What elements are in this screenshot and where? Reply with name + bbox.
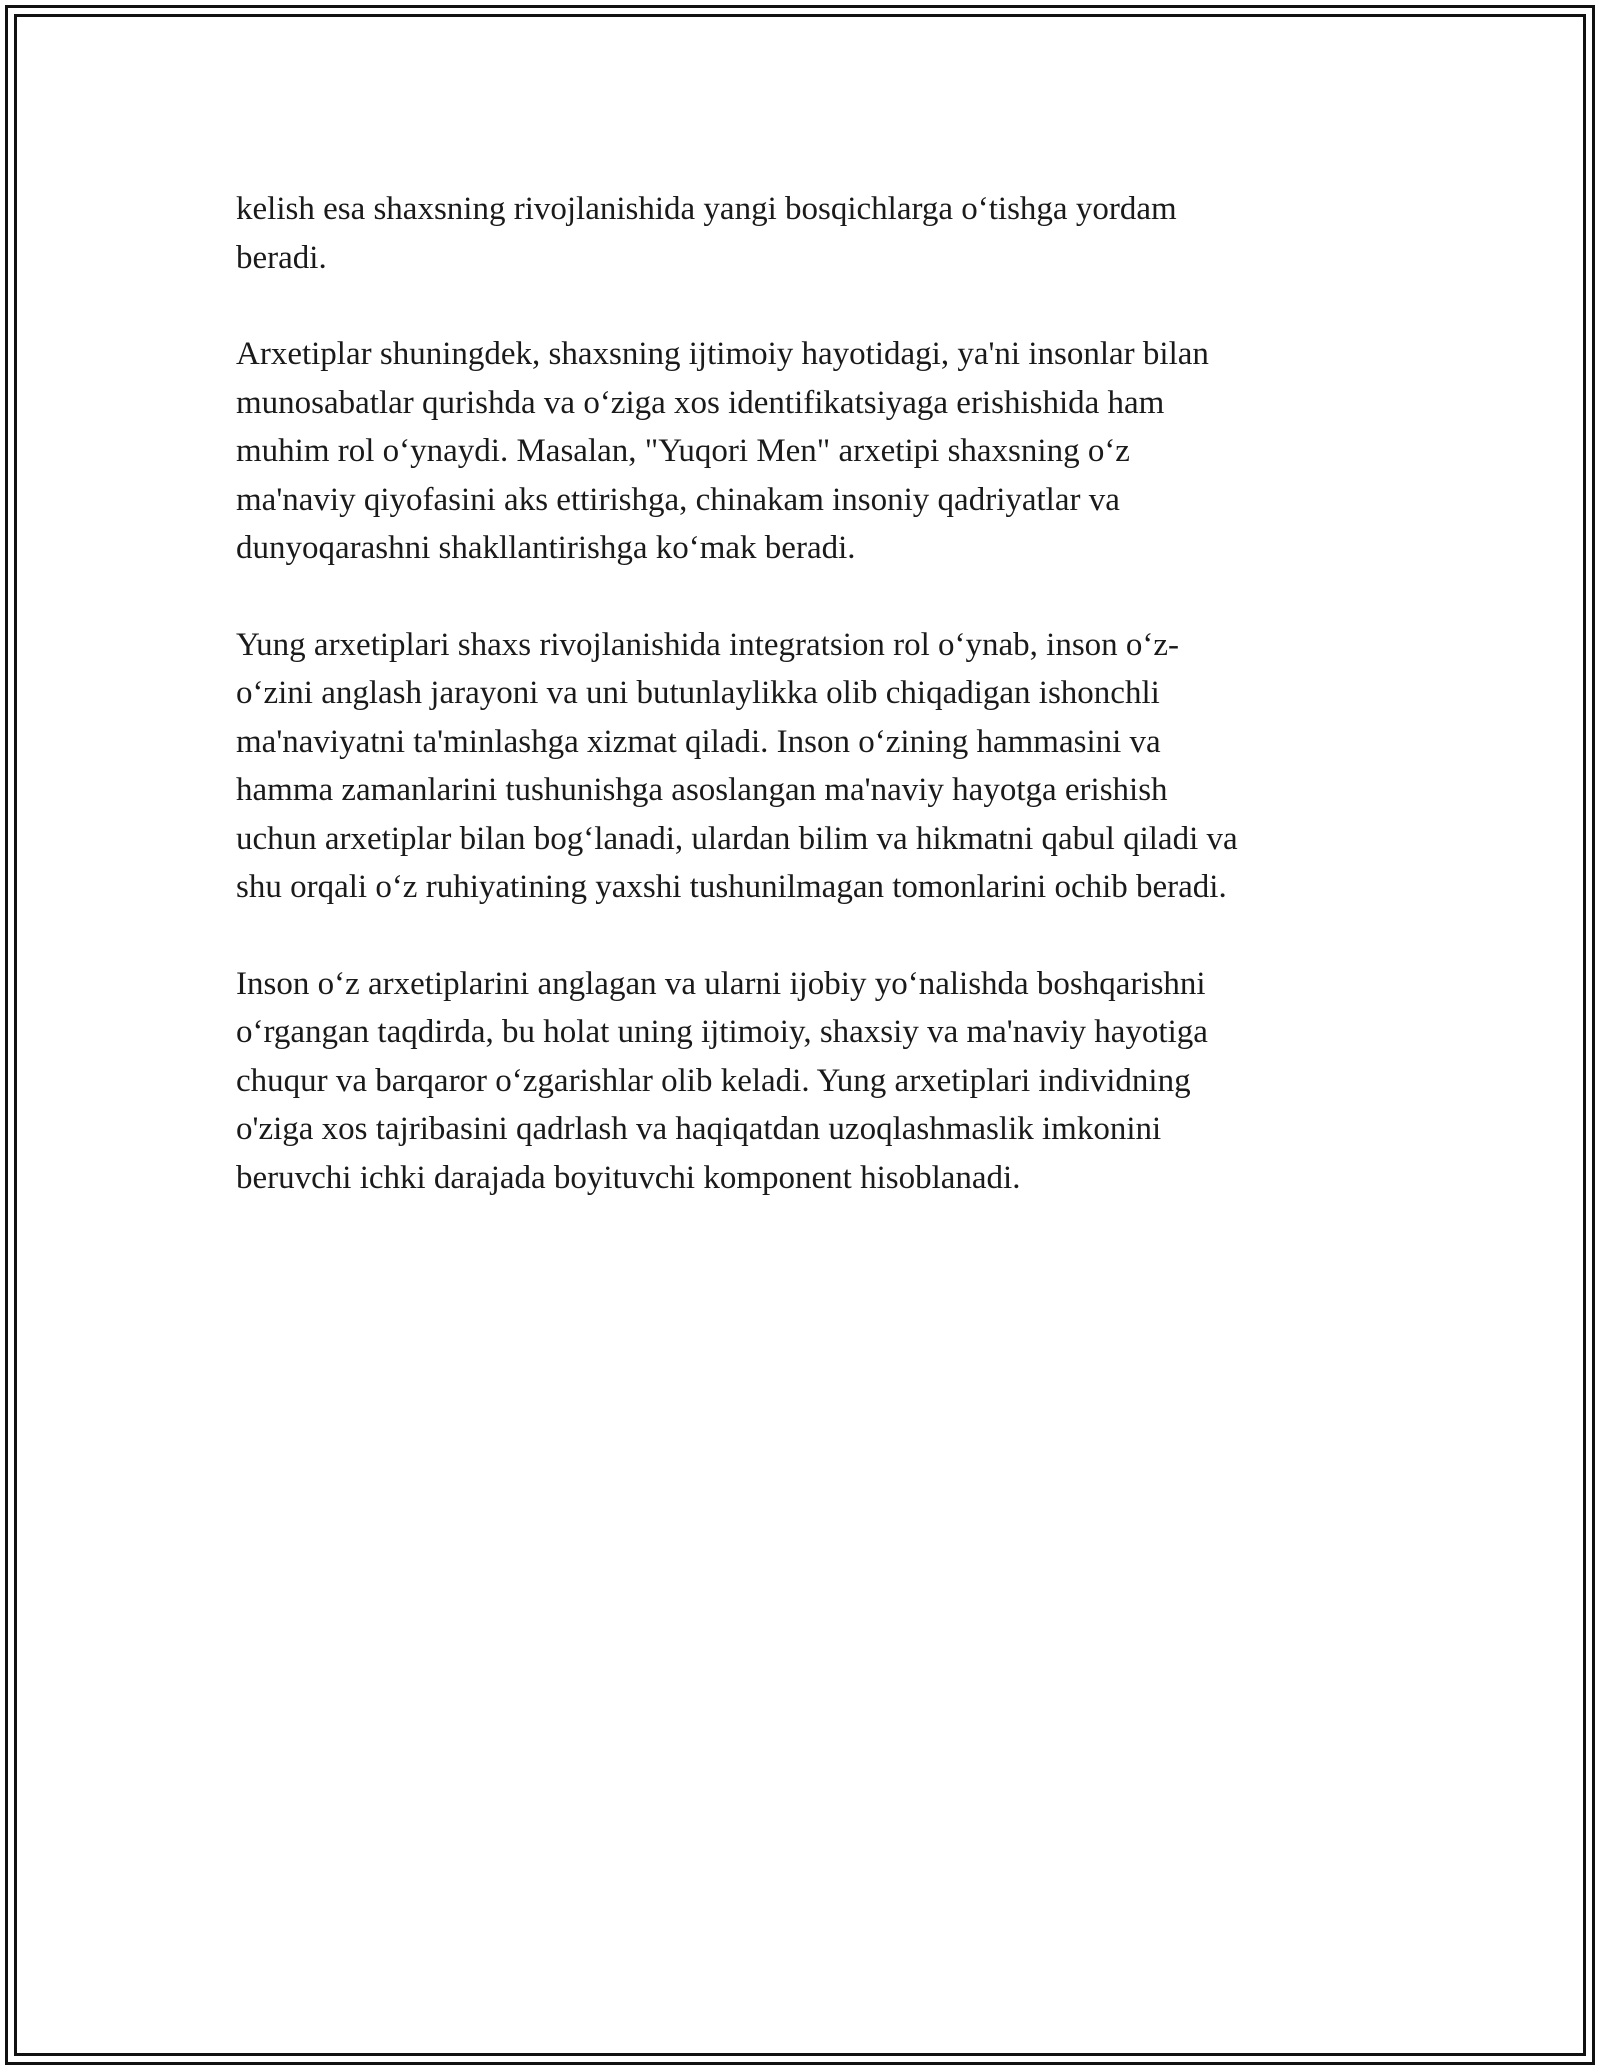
text-line: o'ziga xos tajribasini qadrlash va haqiqatdan uzoqlashmaslik imkonini — [236, 1111, 1162, 1147]
paragraph — [236, 621, 1366, 912]
text-line: kelish esa shaxsning rivojlanishida yangi bosqichlarga o‘tishga yordam — [236, 191, 1177, 227]
text-line: Inson o‘z arxetiplarini anglagan va ularni ijobiy yo‘nalishda boshqarishni — [236, 965, 1206, 1002]
text-line: ma'naviy qiyofasini aks ettirishga, chinakam insoniy qadriyatlar va — [236, 481, 1120, 518]
text-line: hamma zamanlarini tushunishga asoslangan ma'naviy hayotga erishish — [236, 772, 1168, 808]
document-body — [236, 185, 1366, 1250]
text-line: beruvchi ichki darajada boyituvchi komponent hisoblanadi. — [236, 1159, 1021, 1196]
text-line: dunyoqarashni shakllantirishga ko‘mak beradi. — [236, 530, 856, 566]
text-line: chuqur va barqaror o‘zgarishlar olib keladi. Yung arxetiplari individning — [236, 1062, 1191, 1099]
paragraph — [236, 960, 1366, 1203]
text-line: beradi. — [236, 239, 327, 276]
text-line: uchun arxetiplar bilan bog‘lanadi, ulardan bilim va hikmatni qabul qiladi va — [236, 820, 1238, 857]
text-line: Yung arxetiplari shaxs rivojlanishida integratsion rol o‘ynab, inson o‘z- — [236, 626, 1180, 663]
text-line: muhim rol o‘ynaydi. Masalan, "Yuqori Men" arxetipi shaxsning o‘z — [236, 433, 1130, 469]
text-line: o‘rgangan taqdirda, bu holat uning ijtimoiy, shaxsiy va ma'naviy hayotiga — [236, 1014, 1208, 1050]
text-line: Arxetiplar shuningdek, shaxsning ijtimoiy hayotidagi, ya'ni insonlar bilan — [236, 336, 1209, 372]
text-line: shu orqali o‘z ruhiyatining yaxshi tushunilmagan tomonlarini ochib beradi. — [236, 869, 1227, 905]
paragraph — [236, 330, 1366, 573]
paragraph — [236, 185, 1366, 282]
text-line: munosabatlar qurishda va o‘ziga xos identifikatsiyaga erishishida ham — [236, 384, 1165, 421]
text-line: o‘zini anglash jarayoni va uni butunlaylikka olib chiqadigan ishonchli — [236, 675, 1160, 711]
text-line: ma'naviyatni ta'minlashga xizmat qiladi. Inson o‘zining hammasini va — [236, 723, 1161, 760]
